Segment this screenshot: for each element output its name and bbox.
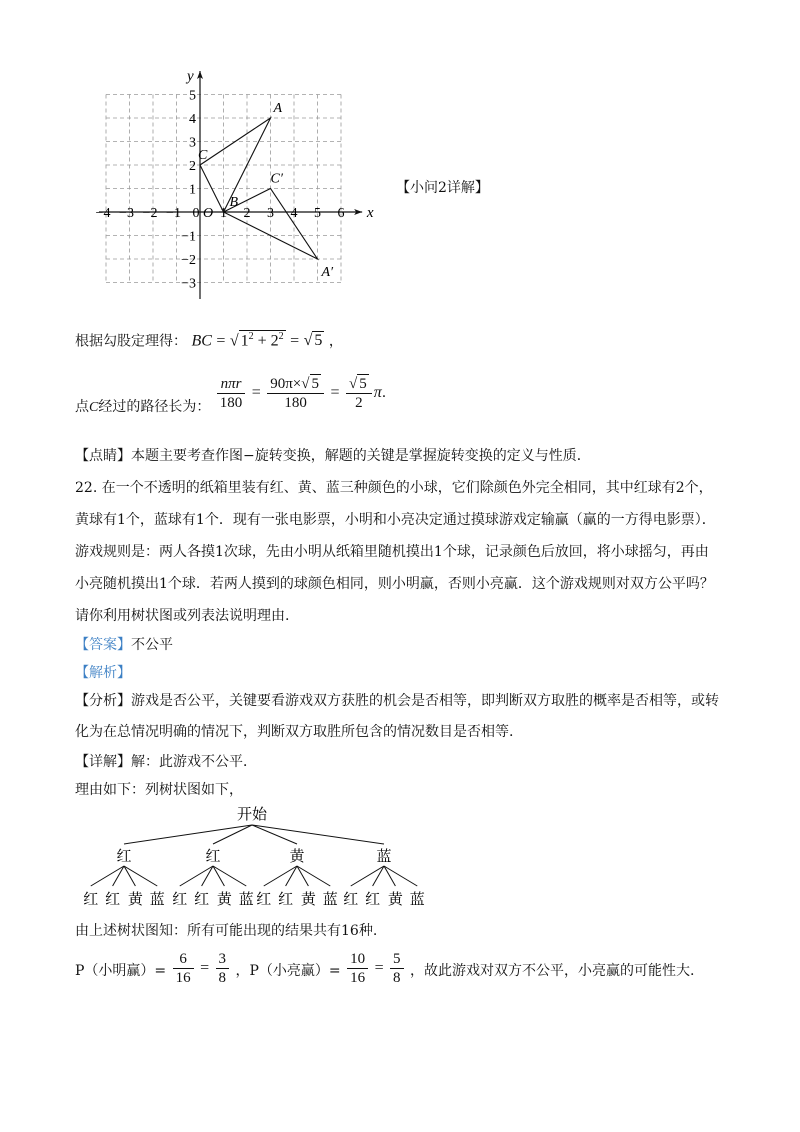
x-tick-label: 4 [290,206,298,221]
p-xiaoliang-label: ，P（小亮赢）= [235,962,341,979]
tree-branch-2 [351,866,384,886]
tree-node-level2: 红 [343,890,359,908]
tree-node-level2: 红 [105,890,121,908]
reason-line: 理由如下：列树状图如下， [75,782,243,798]
x-tick-label: −3 [119,206,134,221]
origin-label: O [203,206,214,221]
tree-node-level2: 蓝 [409,890,425,908]
conclusion-line: 由上述树状图知：所有可能出现的结果共有16种. [75,923,378,939]
problem-line-3: 游戏规则是：两人各摸1次球，先由小明从纸箱里随机摸出1个球，记录颜色后放回，将小球摇匀，再由 [75,544,709,560]
point-label-a-prime: A′ [321,265,334,280]
xiangjie-line: 【详解】解：此游戏不公平． [75,754,257,770]
tree-node-level2: 红 [278,890,294,908]
tree-branch-2 [124,866,157,886]
y-tick-label: 2 [189,159,196,174]
tree-node-level2: 黄 [216,890,232,908]
x-tick-label: −1 [166,206,181,221]
tree-node-level2: 蓝 [238,890,254,908]
tree-branch-2 [264,866,297,886]
tick-labels [96,89,345,292]
tree-node-level1: 红 [205,847,221,865]
tree-node-level1: 红 [116,847,132,865]
x-tick-label: 3 [267,206,274,221]
fraction-result: $\frac{√ 5}{2}$ [346,374,372,412]
dianjing-note: 【点睛】本题主要考查作图−旋转变换，解题的关键是掌握旋转变换的定义与性质． [75,448,591,464]
grid [106,95,341,283]
p-xiaoming-label: P（小明赢）= [75,962,167,979]
coordinate-graph [88,62,388,302]
tree-node-level2: 黄 [387,890,403,908]
fraction-substituted: $\frac{90\pi\times√ 5}{180}$ [267,374,324,412]
tree-node-level2: 红 [172,890,188,908]
fraction-formula: $\frac{\text{nπr}}{180}$ [217,375,246,412]
x-tick-label: −4 [95,206,111,221]
problem-line-2: 黄球有1个，蓝球有1个．现有一张电影票，小明和小亮决定通过摸球游戏定输赢（赢的一方得电影票）． [75,512,716,528]
y-tick-label: 3 [189,135,196,151]
tree-branch-2 [384,866,417,886]
tree-node-level2: 黄 [300,890,316,908]
x-tick-label: 0 [192,206,200,221]
tree-node-level2: 蓝 [322,890,338,908]
tree-node-level2: 蓝 [149,890,165,908]
y-tick-label: 5 [189,88,196,104]
tree-diagram [75,800,435,912]
problem-line-1: 22. 在一个不透明的纸箱里装有红、黄、蓝三种颜色的小球，它们除颜色外完全相同，其中红球有2个， [75,480,713,496]
point-label-b: B [229,195,239,210]
y-tick-label: 1 [189,182,196,198]
x-tick-label: −2 [142,206,158,221]
probability-line: P（小明赢）= $\frac{6}{16}$ = $\frac{3}{8}$ ，P（小亮赢）= $\frac{10}{16}$ = $\frac{5}{8}$ ，故此游戏对双方不公平，小亮赢的可能性大. [75,951,695,986]
sqrt-expression: √ $1^2 + 2^2$ [229,331,284,350]
fenxi-line-1: 【分析】游戏是否公平，关键要看游戏双方获胜的机会是否相等，即判断双方取胜的概率是否相等，或转 [75,693,719,709]
x-axis-label: x [366,205,374,221]
y-tick-label: 4 [189,112,196,127]
x-tick-label: 1 [220,206,227,221]
point-label-c: C [198,148,208,163]
triangles [200,118,318,259]
point-label-c-prime: C′ [270,171,283,187]
x-tick-label: 6 [337,206,345,221]
tree-node-level2: 红 [194,890,210,908]
tree-node-level1: 黄 [289,847,305,865]
bc-symbol: BC [191,332,212,350]
fenxi-line-2: 化为在总情况明确的情况下，判断双方取胜所包含的情况数目是否相等. [75,724,514,740]
tree-node-level2: 红 [256,890,272,908]
y-tick-label: −1 [181,229,196,245]
problem-line-5: 请你利用树状图或列表法说明理由. [75,608,290,624]
x-tick-label: 2 [243,206,251,221]
path-length-line: 点C经过的路径长为： $\frac{\text{nπr}}{180}$ = $\frac{90\pi\times√ 5}{180}$ = $\frac{√ 5}{2}$ π. [75,375,387,415]
tree-branch-2 [180,866,213,886]
jiexi-tag: 【解析】 [75,665,131,681]
tree-node-level1: 蓝 [376,847,392,865]
y-axis-label: y [187,68,194,85]
y-tick-label: −2 [181,253,196,268]
answer-line [75,634,173,654]
tree-node-level2: 黄 [127,890,143,908]
tree-branch-2 [297,866,330,886]
tree-branch-1 [252,825,384,844]
answer-tag: 【答案】 [75,637,131,653]
y-tick-label: −3 [181,276,196,292]
tree-node-level2: 红 [365,890,381,908]
x-tick-label: 5 [314,206,321,221]
tree-root: 开始 [236,805,268,823]
side-label: 【小问2详解】 [396,180,489,196]
tree-node-level2: 红 [83,890,99,908]
pythagoras-line: 根据勾股定理得： BC = √ $1^2 + 2^2$ = √ 5 ， [75,331,343,350]
tree-branch-2 [213,866,246,886]
probability-tail: ，故此游戏对双方不公平，小亮赢的可能性大. [410,962,695,979]
answer-text: 不公平 [131,637,173,653]
problem-line-4: 小亮随机摸出1个球．若两人摸到的球颜色相同，则小明赢，否则小亮赢．这个游戏规则对双方公平吗？ [75,576,714,592]
point-label-a: A [273,101,283,116]
pythag-prefix: 根据勾股定理得： [75,333,187,350]
tree-branch-2 [91,866,124,886]
